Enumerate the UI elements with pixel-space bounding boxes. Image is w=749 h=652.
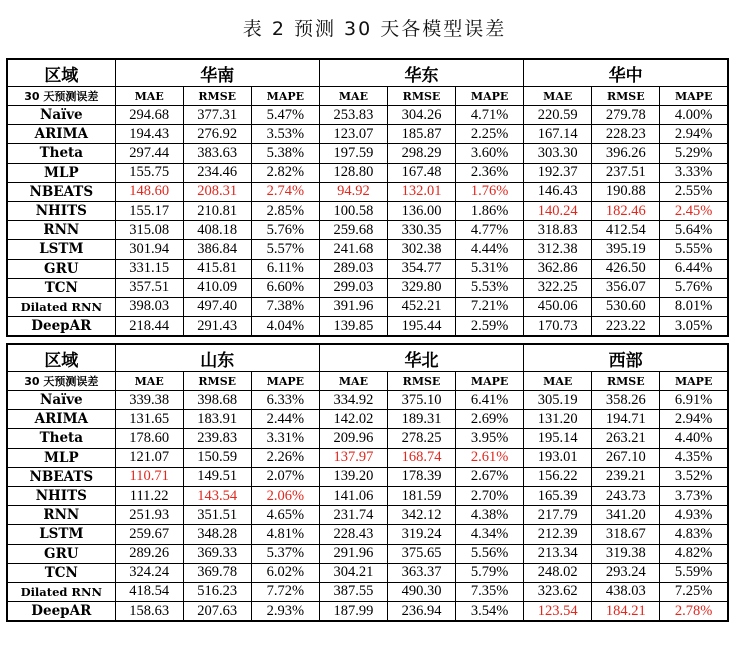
table-row <box>7 486 728 505</box>
value-cell: 259.67 <box>115 525 183 544</box>
value-cell: 356.07 <box>592 278 660 297</box>
value-cell: 182.46 <box>592 201 660 220</box>
model-name: MLP <box>7 448 115 467</box>
value-cell: 375.10 <box>387 391 455 410</box>
value-cell: 2.36% <box>456 163 524 182</box>
value-cell: 3.52% <box>660 467 728 486</box>
table-row <box>7 240 728 259</box>
value-cell: 2.25% <box>456 125 524 144</box>
value-cell: 150.59 <box>183 448 251 467</box>
value-cell: 140.24 <box>524 201 592 220</box>
value-cell: 377.31 <box>183 106 251 125</box>
value-cell: 362.86 <box>524 259 592 278</box>
value-cell: 375.65 <box>387 544 455 563</box>
value-cell: 6.44% <box>660 259 728 278</box>
model-name: RNN <box>7 506 115 525</box>
value-cell: 279.78 <box>592 106 660 125</box>
value-cell: 167.14 <box>524 125 592 144</box>
value-cell: 7.35% <box>456 582 524 601</box>
model-name: GRU <box>7 544 115 563</box>
value-cell: 128.80 <box>319 163 387 182</box>
value-cell: 294.68 <box>115 106 183 125</box>
value-cell: 195.14 <box>524 429 592 448</box>
value-cell: 168.74 <box>387 448 455 467</box>
value-cell: 323.62 <box>524 582 592 601</box>
metric-header: MAPE <box>456 372 524 391</box>
value-cell: 170.73 <box>524 317 592 337</box>
value-cell: 516.23 <box>183 582 251 601</box>
value-cell: 426.50 <box>592 259 660 278</box>
value-cell: 304.26 <box>387 106 455 125</box>
value-cell: 4.77% <box>456 221 524 240</box>
value-cell: 136.00 <box>387 201 455 220</box>
value-cell: 234.46 <box>183 163 251 182</box>
value-cell: 291.43 <box>183 317 251 337</box>
value-cell: 146.43 <box>524 182 592 201</box>
value-cell: 302.38 <box>387 240 455 259</box>
value-cell: 369.33 <box>183 544 251 563</box>
value-cell: 165.39 <box>524 486 592 505</box>
table-row <box>7 506 728 525</box>
value-cell: 8.01% <box>660 297 728 316</box>
table-row <box>7 221 728 240</box>
value-cell: 5.57% <box>251 240 319 259</box>
table-row <box>7 544 728 563</box>
value-cell: 5.37% <box>251 544 319 563</box>
value-cell: 7.21% <box>456 297 524 316</box>
value-cell: 357.51 <box>115 278 183 297</box>
value-cell: 4.40% <box>660 429 728 448</box>
value-cell: 348.28 <box>183 525 251 544</box>
value-cell: 369.78 <box>183 563 251 582</box>
value-cell: 301.94 <box>115 240 183 259</box>
region-name: 华北 <box>319 344 523 372</box>
value-cell: 142.02 <box>319 410 387 429</box>
value-cell: 5.79% <box>456 563 524 582</box>
value-cell: 1.86% <box>456 201 524 220</box>
value-cell: 2.78% <box>660 602 728 622</box>
value-cell: 2.61% <box>456 448 524 467</box>
model-name: LSTM <box>7 240 115 259</box>
value-cell: 236.94 <box>387 602 455 622</box>
value-cell: 223.22 <box>592 317 660 337</box>
value-cell: 3.95% <box>456 429 524 448</box>
model-name: NBEATS <box>7 182 115 201</box>
region-label: 区域 <box>7 59 115 87</box>
value-cell: 183.91 <box>183 410 251 429</box>
value-cell: 289.26 <box>115 544 183 563</box>
model-name: ARIMA <box>7 125 115 144</box>
value-cell: 181.59 <box>387 486 455 505</box>
value-cell: 412.54 <box>592 221 660 240</box>
model-name: RNN <box>7 221 115 240</box>
value-cell: 239.21 <box>592 467 660 486</box>
value-cell: 322.25 <box>524 278 592 297</box>
region-header-row <box>7 59 728 87</box>
model-name: Dilated RNN <box>7 297 115 316</box>
value-cell: 155.17 <box>115 201 183 220</box>
value-cell: 3.05% <box>660 317 728 337</box>
value-cell: 318.83 <box>524 221 592 240</box>
region-header-row <box>7 344 728 372</box>
region-name: 西部 <box>524 344 728 372</box>
metric-header: RMSE <box>387 372 455 391</box>
table-row <box>7 317 728 337</box>
value-cell: 387.55 <box>319 582 387 601</box>
value-cell: 330.35 <box>387 221 455 240</box>
metric-header-row <box>7 87 728 106</box>
value-cell: 530.60 <box>592 297 660 316</box>
metric-header: MAE <box>319 87 387 106</box>
model-name: DeepAR <box>7 317 115 337</box>
value-cell: 291.96 <box>319 544 387 563</box>
value-cell: 137.97 <box>319 448 387 467</box>
model-name: Naïve <box>7 391 115 410</box>
value-cell: 438.03 <box>592 582 660 601</box>
metric-header: RMSE <box>183 372 251 391</box>
value-cell: 5.47% <box>251 106 319 125</box>
value-cell: 184.21 <box>592 602 660 622</box>
value-cell: 2.85% <box>251 201 319 220</box>
value-cell: 253.83 <box>319 106 387 125</box>
value-cell: 410.09 <box>183 278 251 297</box>
value-cell: 4.82% <box>660 544 728 563</box>
value-cell: 100.58 <box>319 201 387 220</box>
table-row <box>7 525 728 544</box>
value-cell: 391.96 <box>319 297 387 316</box>
table-row <box>7 582 728 601</box>
table-row <box>7 448 728 467</box>
value-cell: 6.41% <box>456 391 524 410</box>
value-cell: 305.19 <box>524 391 592 410</box>
value-cell: 148.60 <box>115 182 183 201</box>
value-cell: 248.02 <box>524 563 592 582</box>
model-name: NBEATS <box>7 467 115 486</box>
value-cell: 263.21 <box>592 429 660 448</box>
value-cell: 131.20 <box>524 410 592 429</box>
value-cell: 5.31% <box>456 259 524 278</box>
value-cell: 408.18 <box>183 221 251 240</box>
table-row <box>7 297 728 316</box>
value-cell: 239.83 <box>183 429 251 448</box>
table-caption: 表 2 预测 30 天各模型误差 <box>242 18 507 40</box>
value-cell: 141.06 <box>319 486 387 505</box>
value-cell: 228.43 <box>319 525 387 544</box>
value-cell: 4.81% <box>251 525 319 544</box>
metric-header: MAPE <box>660 372 728 391</box>
metric-header: MAPE <box>660 87 728 106</box>
metric-header: MAPE <box>456 87 524 106</box>
value-cell: 354.77 <box>387 259 455 278</box>
value-cell: 6.91% <box>660 391 728 410</box>
value-cell: 187.99 <box>319 602 387 622</box>
value-cell: 5.53% <box>456 278 524 297</box>
value-cell: 156.22 <box>524 467 592 486</box>
value-cell: 220.59 <box>524 106 592 125</box>
value-cell: 178.39 <box>387 467 455 486</box>
value-cell: 228.23 <box>592 125 660 144</box>
model-name: Naïve <box>7 106 115 125</box>
model-name: TCN <box>7 563 115 582</box>
metric-header: MAE <box>115 87 183 106</box>
value-cell: 418.54 <box>115 582 183 601</box>
value-cell: 2.44% <box>251 410 319 429</box>
value-cell: 2.69% <box>456 410 524 429</box>
value-cell: 218.44 <box>115 317 183 337</box>
value-cell: 2.55% <box>660 182 728 201</box>
value-cell: 319.38 <box>592 544 660 563</box>
metric-header: MAE <box>319 372 387 391</box>
value-cell: 383.63 <box>183 144 251 163</box>
value-cell: 276.92 <box>183 125 251 144</box>
model-name: MLP <box>7 163 115 182</box>
value-cell: 2.82% <box>251 163 319 182</box>
value-cell: 4.34% <box>456 525 524 544</box>
model-name: ARIMA <box>7 410 115 429</box>
value-cell: 1.76% <box>456 182 524 201</box>
value-cell: 331.15 <box>115 259 183 278</box>
value-cell: 178.60 <box>115 429 183 448</box>
table-row <box>7 182 728 201</box>
metric-row-label: 30 天预测误差 <box>7 372 115 391</box>
value-cell: 2.26% <box>251 448 319 467</box>
value-cell: 396.26 <box>592 144 660 163</box>
value-cell: 452.21 <box>387 297 455 316</box>
value-cell: 5.76% <box>660 278 728 297</box>
value-cell: 2.07% <box>251 467 319 486</box>
model-name: GRU <box>7 259 115 278</box>
value-cell: 197.59 <box>319 144 387 163</box>
value-cell: 363.37 <box>387 563 455 582</box>
value-cell: 123.07 <box>319 125 387 144</box>
value-cell: 2.94% <box>660 410 728 429</box>
value-cell: 351.51 <box>183 506 251 525</box>
value-cell: 155.75 <box>115 163 183 182</box>
value-cell: 194.43 <box>115 125 183 144</box>
value-cell: 123.54 <box>524 602 592 622</box>
value-cell: 2.94% <box>660 125 728 144</box>
model-name: DeepAR <box>7 602 115 622</box>
value-cell: 193.01 <box>524 448 592 467</box>
value-cell: 139.85 <box>319 317 387 337</box>
value-cell: 7.25% <box>660 582 728 601</box>
value-cell: 2.45% <box>660 201 728 220</box>
table-row <box>7 563 728 582</box>
metric-header: MAE <box>115 372 183 391</box>
value-cell: 3.31% <box>251 429 319 448</box>
value-cell: 209.96 <box>319 429 387 448</box>
metric-header: MAPE <box>251 372 319 391</box>
value-cell: 243.73 <box>592 486 660 505</box>
table-row <box>7 467 728 486</box>
model-name: Theta <box>7 429 115 448</box>
model-name: LSTM <box>7 525 115 544</box>
value-cell: 324.24 <box>115 563 183 582</box>
value-cell: 5.56% <box>456 544 524 563</box>
value-cell: 210.81 <box>183 201 251 220</box>
metric-header: MAE <box>524 87 592 106</box>
model-name: Theta <box>7 144 115 163</box>
table-row <box>7 278 728 297</box>
table-row <box>7 201 728 220</box>
value-cell: 167.48 <box>387 163 455 182</box>
value-cell: 158.63 <box>115 602 183 622</box>
value-cell: 7.72% <box>251 582 319 601</box>
region-name: 华南 <box>115 59 319 87</box>
model-name: NHITS <box>7 201 115 220</box>
value-cell: 5.76% <box>251 221 319 240</box>
value-cell: 398.03 <box>115 297 183 316</box>
region-name: 华东 <box>319 59 523 87</box>
value-cell: 189.31 <box>387 410 455 429</box>
value-cell: 298.29 <box>387 144 455 163</box>
value-cell: 251.93 <box>115 506 183 525</box>
value-cell: 3.54% <box>456 602 524 622</box>
table-row <box>7 429 728 448</box>
value-cell: 386.84 <box>183 240 251 259</box>
value-cell: 329.80 <box>387 278 455 297</box>
model-name: NHITS <box>7 486 115 505</box>
metric-header-row <box>7 372 728 391</box>
value-cell: 3.60% <box>456 144 524 163</box>
value-cell: 143.54 <box>183 486 251 505</box>
value-cell: 299.03 <box>319 278 387 297</box>
value-cell: 3.53% <box>251 125 319 144</box>
value-cell: 5.59% <box>660 563 728 582</box>
table-row <box>7 410 728 429</box>
value-cell: 2.67% <box>456 467 524 486</box>
value-cell: 213.34 <box>524 544 592 563</box>
value-cell: 241.68 <box>319 240 387 259</box>
value-cell: 2.93% <box>251 602 319 622</box>
value-cell: 267.10 <box>592 448 660 467</box>
value-cell: 185.87 <box>387 125 455 144</box>
value-cell: 190.88 <box>592 182 660 201</box>
value-cell: 5.38% <box>251 144 319 163</box>
value-cell: 5.64% <box>660 221 728 240</box>
metric-header: RMSE <box>387 87 455 106</box>
value-cell: 4.65% <box>251 506 319 525</box>
region-label: 区域 <box>7 344 115 372</box>
value-cell: 293.24 <box>592 563 660 582</box>
value-cell: 6.02% <box>251 563 319 582</box>
metric-header: RMSE <box>183 87 251 106</box>
value-cell: 110.71 <box>115 467 183 486</box>
value-cell: 5.55% <box>660 240 728 259</box>
value-cell: 4.38% <box>456 506 524 525</box>
value-cell: 6.11% <box>251 259 319 278</box>
metric-header: RMSE <box>592 372 660 391</box>
value-cell: 121.07 <box>115 448 183 467</box>
value-cell: 297.44 <box>115 144 183 163</box>
value-cell: 4.04% <box>251 317 319 337</box>
model-name: TCN <box>7 278 115 297</box>
value-cell: 3.33% <box>660 163 728 182</box>
value-cell: 4.71% <box>456 106 524 125</box>
error-table-top <box>6 58 729 337</box>
value-cell: 4.00% <box>660 106 728 125</box>
value-cell: 2.74% <box>251 182 319 201</box>
value-cell: 6.60% <box>251 278 319 297</box>
value-cell: 3.73% <box>660 486 728 505</box>
value-cell: 231.74 <box>319 506 387 525</box>
value-cell: 312.38 <box>524 240 592 259</box>
value-cell: 94.92 <box>319 182 387 201</box>
value-cell: 2.70% <box>456 486 524 505</box>
value-cell: 7.38% <box>251 297 319 316</box>
value-cell: 304.21 <box>319 563 387 582</box>
table-row <box>7 163 728 182</box>
value-cell: 4.35% <box>660 448 728 467</box>
value-cell: 4.44% <box>456 240 524 259</box>
value-cell: 131.65 <box>115 410 183 429</box>
table-row <box>7 602 728 622</box>
value-cell: 259.68 <box>319 221 387 240</box>
value-cell: 303.30 <box>524 144 592 163</box>
value-cell: 358.26 <box>592 391 660 410</box>
region-name: 华中 <box>524 59 728 87</box>
value-cell: 341.20 <box>592 506 660 525</box>
value-cell: 195.44 <box>387 317 455 337</box>
value-cell: 237.51 <box>592 163 660 182</box>
value-cell: 319.24 <box>387 525 455 544</box>
value-cell: 208.31 <box>183 182 251 201</box>
value-cell: 450.06 <box>524 297 592 316</box>
value-cell: 212.39 <box>524 525 592 544</box>
value-cell: 289.03 <box>319 259 387 278</box>
value-cell: 318.67 <box>592 525 660 544</box>
value-cell: 194.71 <box>592 410 660 429</box>
table-row <box>7 144 728 163</box>
metric-row-label: 30 天预测误差 <box>7 87 115 106</box>
table-row <box>7 391 728 410</box>
metric-header: MAE <box>524 372 592 391</box>
value-cell: 398.68 <box>183 391 251 410</box>
value-cell: 4.83% <box>660 525 728 544</box>
value-cell: 217.79 <box>524 506 592 525</box>
value-cell: 6.33% <box>251 391 319 410</box>
table-row <box>7 106 728 125</box>
value-cell: 132.01 <box>387 182 455 201</box>
error-table-bottom <box>6 343 729 622</box>
metric-header: RMSE <box>592 87 660 106</box>
value-cell: 339.38 <box>115 391 183 410</box>
value-cell: 2.59% <box>456 317 524 337</box>
region-name: 山东 <box>115 344 319 372</box>
value-cell: 139.20 <box>319 467 387 486</box>
value-cell: 497.40 <box>183 297 251 316</box>
value-cell: 315.08 <box>115 221 183 240</box>
table-row <box>7 259 728 278</box>
value-cell: 4.93% <box>660 506 728 525</box>
value-cell: 490.30 <box>387 582 455 601</box>
value-cell: 111.22 <box>115 486 183 505</box>
metric-header: MAPE <box>251 87 319 106</box>
value-cell: 278.25 <box>387 429 455 448</box>
value-cell: 395.19 <box>592 240 660 259</box>
value-cell: 149.51 <box>183 467 251 486</box>
value-cell: 342.12 <box>387 506 455 525</box>
value-cell: 2.06% <box>251 486 319 505</box>
value-cell: 192.37 <box>524 163 592 182</box>
value-cell: 415.81 <box>183 259 251 278</box>
value-cell: 5.29% <box>660 144 728 163</box>
value-cell: 207.63 <box>183 602 251 622</box>
table-row <box>7 125 728 144</box>
model-name: Dilated RNN <box>7 582 115 601</box>
value-cell: 334.92 <box>319 391 387 410</box>
